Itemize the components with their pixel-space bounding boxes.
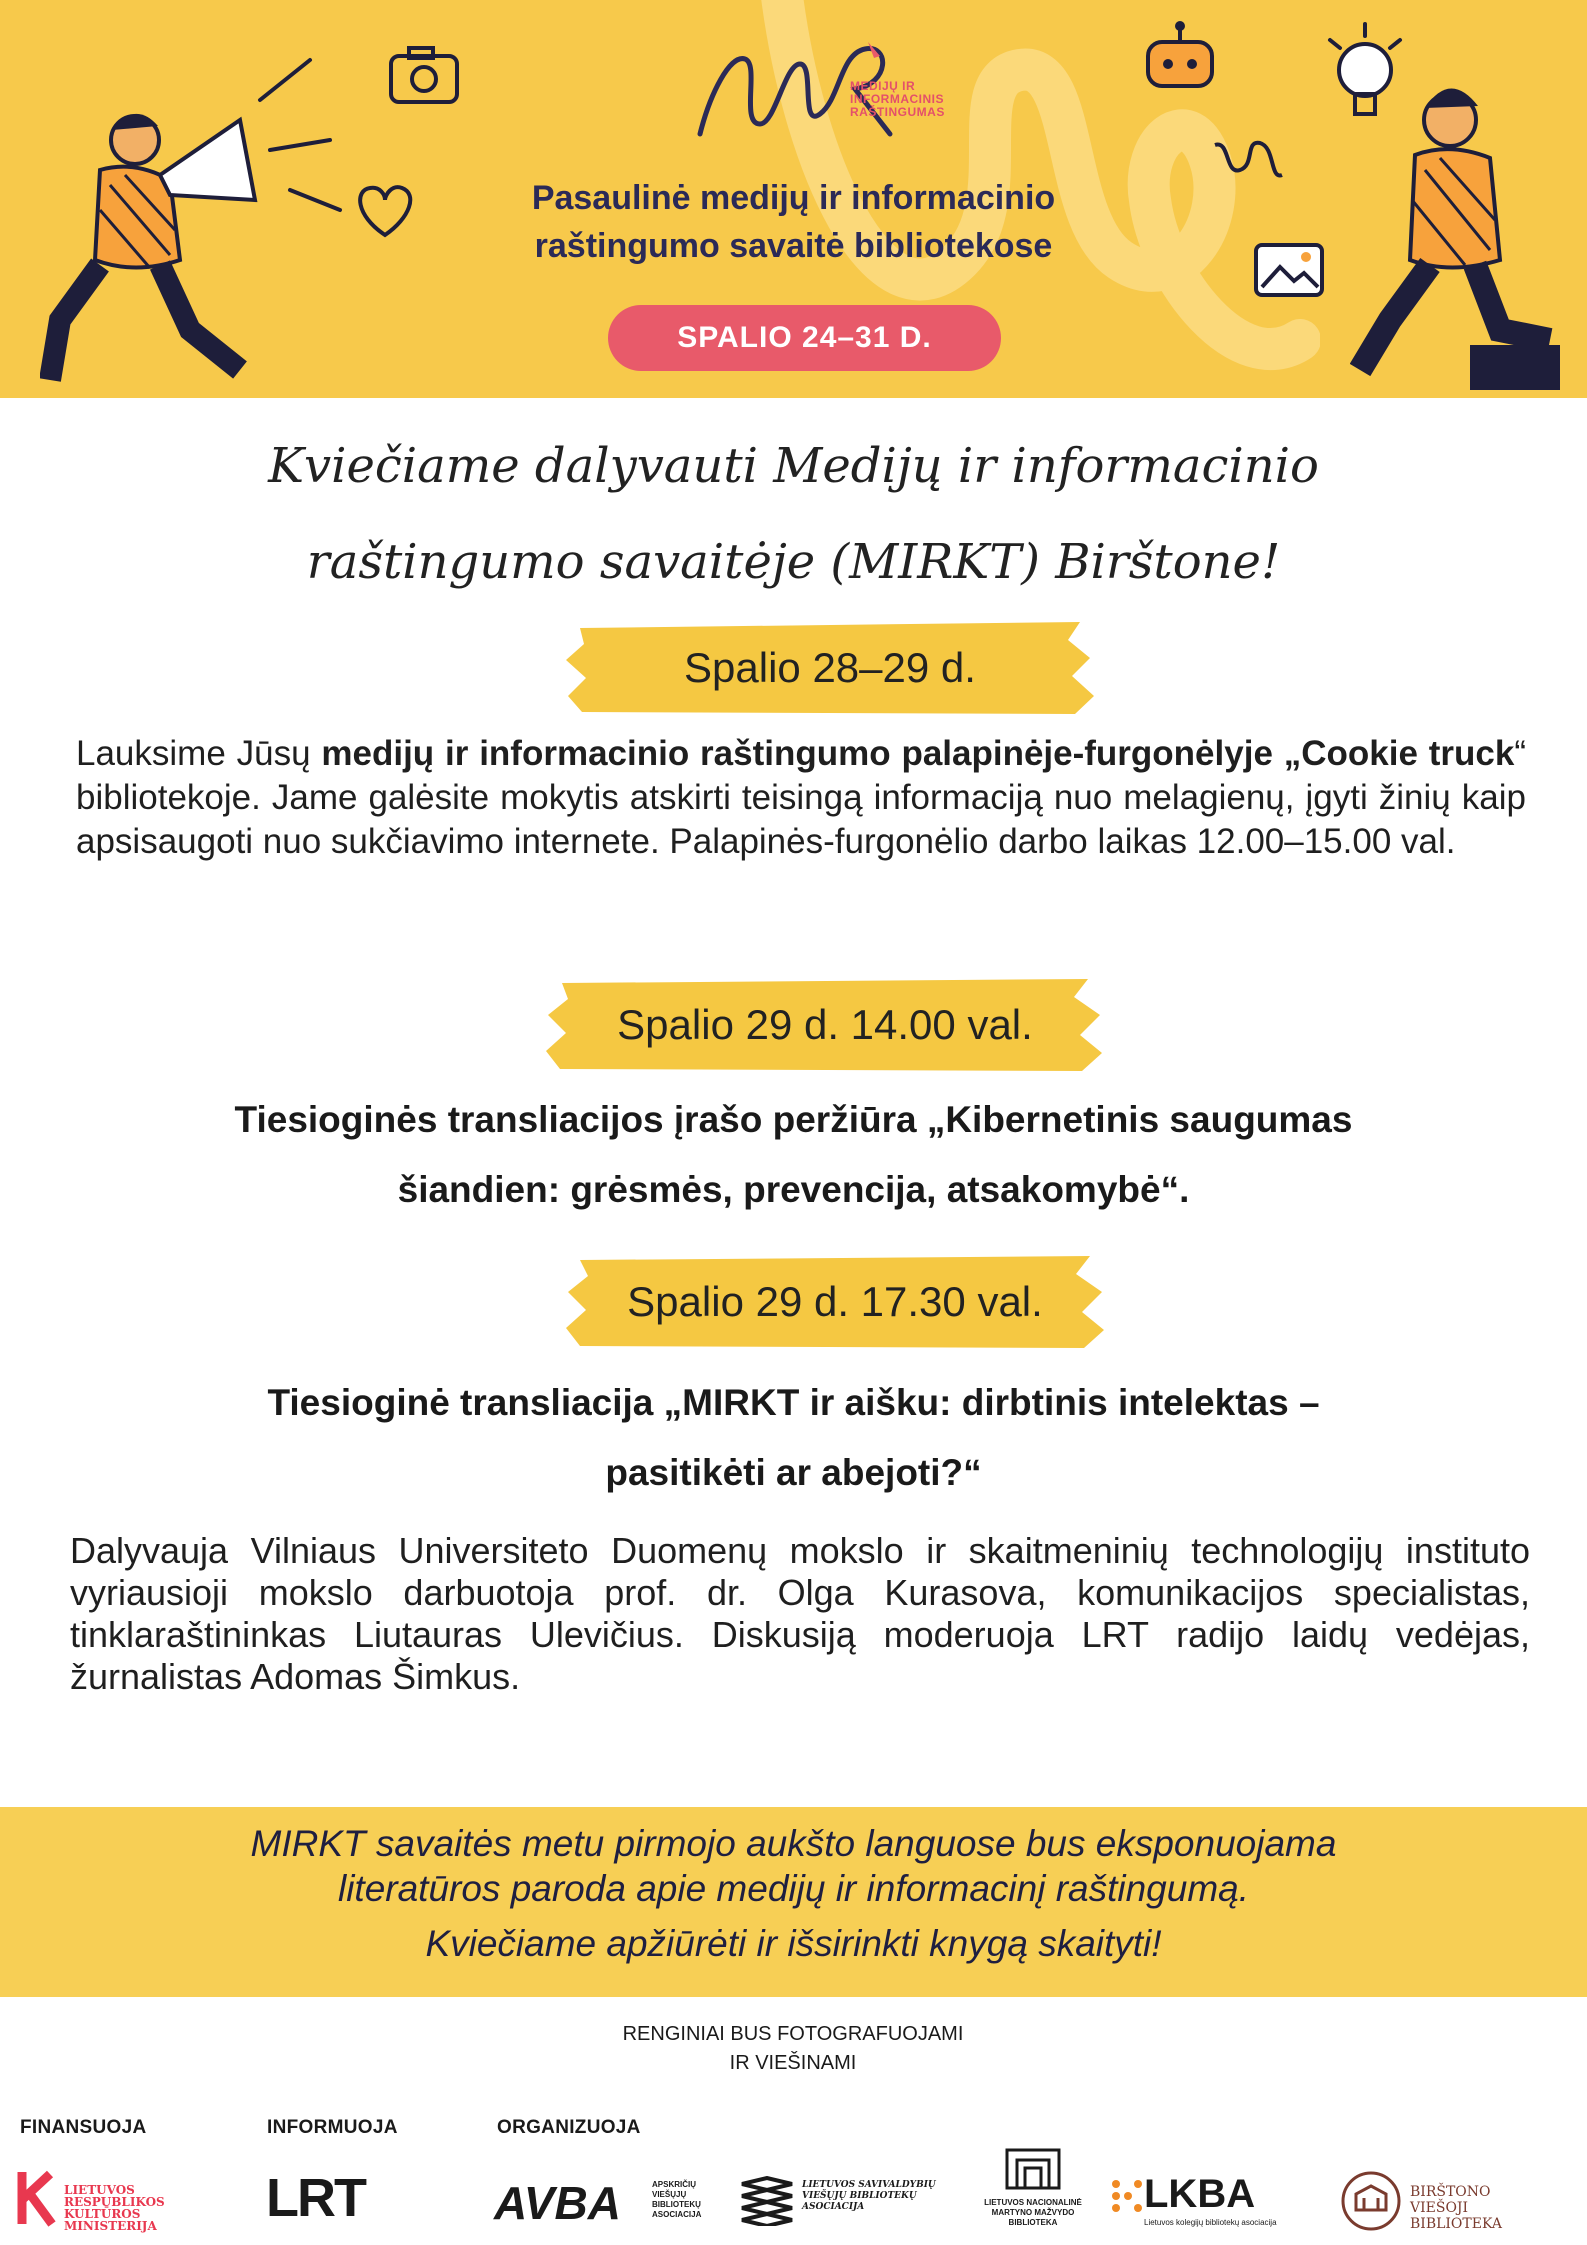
event3-title-line2: pasitikėti ar abejoti?“ [605,1452,982,1493]
lsvba-logo [738,2172,948,2232]
book-stack-icon [738,2176,796,2226]
avba-mark: AVBA [494,2177,621,2229]
lkba-dots-icon [1108,2176,1144,2216]
event2-date: Spalio 29 d. 14.00 val. [617,1001,1033,1048]
event2-title-line1: Tiesioginės transliacijos įrašo peržiūra „Kibernetinis saugumas [234,1099,1353,1140]
banner-title [0,174,1587,270]
notice-line1: MIRKT savaitės metu pirmojo aukšto languose bus eksponuojama [250,1823,1337,1864]
lkba-name: Lietuvos kolegijų bibliotekų asociacija [1144,2218,1277,2227]
funded-by-label: FINANSUOJA [20,2117,147,2138]
photo-notice-line1: RENGINIAI BUS FOTOGRAFUOJAMI [622,2023,964,2045]
ministry-name: LIETUVOS RESPUBLIKOS KULTŪROS MINISTERIJA [64,2183,165,2233]
image-icon [1250,235,1330,305]
invitation-line2: raštingumo savaitėje (MIRKT) Birštone! [306,534,1281,590]
camera-icon [385,40,465,110]
national-library-logo [968,2146,1098,2236]
invitation-heading [150,418,1437,610]
birstonas-emblem-icon [1340,2170,1402,2232]
event3-title-line1: Tiesioginė transliacija „MIRKT ir aišku: dirbtinis intelektas – [267,1382,1320,1423]
thinking-person-illustration [1350,70,1560,390]
avba-logo [494,2178,734,2228]
avba-name: APSKRIČIŲ VIEŠŲJŲ BIBLIOTEKŲ ASOCIACIJA [652,2180,702,2219]
event1-date-banner [560,618,1100,718]
national-library-name: LIETUVOS NACIONALINĖ MARTYNO MAŽVYDO BIBLIOTEKA [984,2198,1082,2227]
birstonas-library-name: BIRŠTONO VIEŠOJI BIBLIOTEKA [1410,2184,1502,2232]
date-range-badge: SPALIO 24–31 D. [608,305,1001,371]
event1-description: Lauksime Jūsų medijų ir informacinio raštingumo palapinėje-furgonėlyje „Cookie truck“ bibliotekoje. Jame galėsite mokytis atskirti teisingą informaciją nuo melagienų, įgyti žinių kaip apsisaugoti nuo sukčiavimo internete. Palapinės-furgonėlio darbo laikas 12.00–15.00 val. [76,734,1526,861]
lkba-logo [1108,2170,1308,2234]
event3-description: Dalyvauja Vilniaus Universiteto Duomenų mokslo ir skaitmeninių technologijų instituto vyriausioji mokslo darbuotoja prof. dr. Olga Kurasova, komunikacijos specialistas, tinklaraštininkas Liutauras Ulevičius. Diskusiją moderuoja LRT radijo laidų vedėjas, žurnalistas Adomas Šimkus. [70,1530,1530,1697]
informed-by-label: INFORMUOJA [267,2117,398,2138]
event1-highlight: medijų ir informacinio raštingumo palapinėje-furgonėlyje „Cookie truck [321,734,1515,773]
ministry-of-culture-logo [16,2168,216,2233]
logo-caption: MEDIJŲ IR INFORMACINIS RAŠTINGUMAS [850,79,945,119]
exhibition-notice [0,1807,1587,1997]
event3-title [80,1368,1507,1508]
ministry-k-icon [16,2168,56,2228]
robot-icon [1140,20,1220,100]
notice-line2: literatūros paroda apie medijų ir informacinį raštingumą. [337,1868,1250,1909]
birstonas-library-logo [1340,2170,1570,2234]
lrt-logo: LRT [266,2168,365,2228]
event2-title-line2: šiandien: grėsmės, prevencija, atsakomybė“. [397,1169,1190,1210]
event1-date: Spalio 28–29 d. [684,644,976,691]
lkba-mark: LKBA [1144,2172,1256,2216]
banner-title-line1: Pasaulinė medijų ir informacinio [531,179,1056,217]
organized-by-label: ORGANIZUOJA [497,2117,641,2138]
photo-notice [543,2020,1043,2078]
lsvba-name: LIETUVOS SAVIVALDYBIŲ VIEŠŲJŲ BIBLIOTEKŲ ASOCIACIJA [802,2180,936,2212]
notice-line3: Kviečiame apžiūrėti ir išsirinkti knygą skaityti! [425,1923,1162,1964]
invitation-line1: Kviečiame dalyvauti Medijų ir informacinio [268,438,1319,494]
event2-title [80,1085,1507,1225]
library-building-icon [1003,2146,1063,2192]
banner-title-line2: raštingumo savaitė bibliotekose [534,227,1053,265]
header-banner [0,0,1587,398]
photo-notice-line2: IR VIEŠINAMI [729,2052,857,2074]
event3-date-banner [560,1252,1110,1352]
event3-date: Spalio 29 d. 17.30 val. [627,1278,1043,1325]
event2-date-banner [540,975,1110,1075]
squiggle-lines-icon [1210,135,1285,195]
